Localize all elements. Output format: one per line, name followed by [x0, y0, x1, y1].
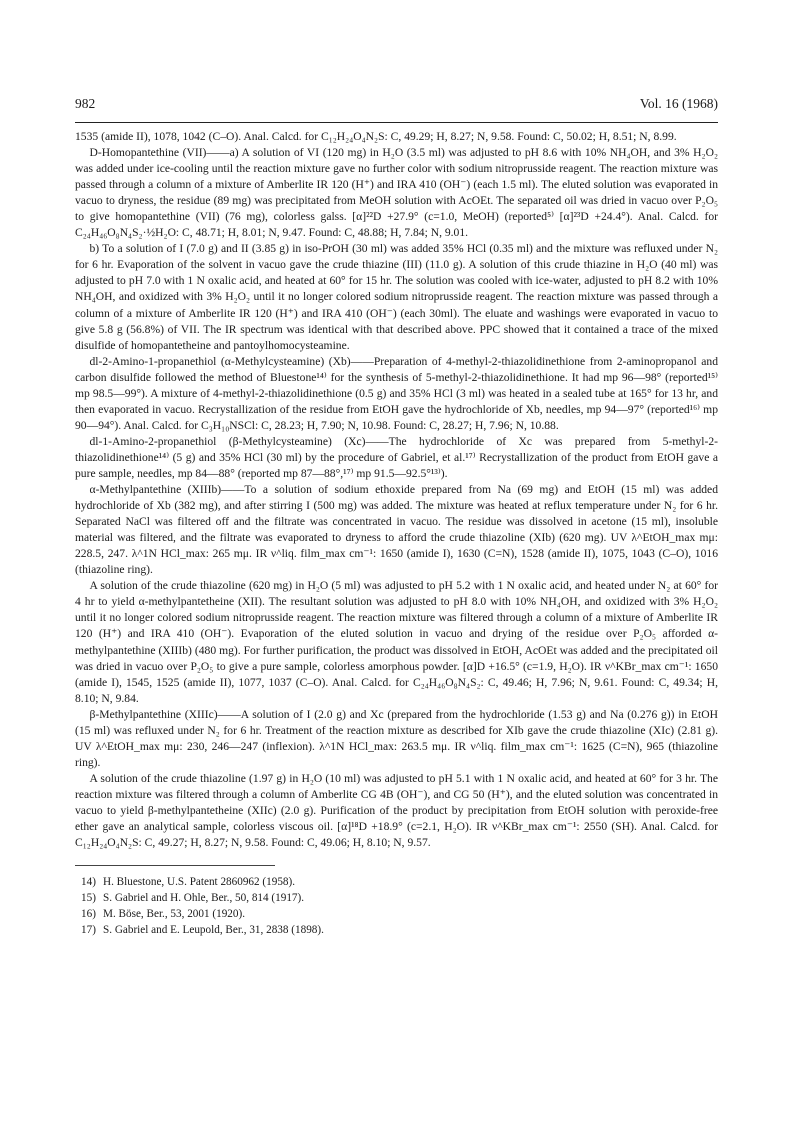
footnote	[75, 922, 718, 938]
footnote-number: 16)	[81, 908, 96, 921]
footnote-text: M. Böse, Ber., 53, 2001 (1920).	[103, 908, 246, 921]
journal-volume: Vol. 16 (1968)	[639, 96, 718, 111]
footnote-number: 17)	[81, 924, 96, 937]
paragraph: 1535 (amide II), 1078, 1042 (C–O). Anal. Calcd. for C₁₂H₂₄O₄N₂S: C, 49.29; H, 8.27; N, 9.58. Found: C, 50.02; H, 8.51; N, 8.99.	[75, 130, 677, 143]
page-header	[75, 96, 718, 114]
paragraph: dl-1-Amino-2-propanethiol (β-Methylcysteamine) (Xc)——The hydrochloride of Xc was prepared from 5-methyl-2-thiazolidinethione¹⁴⁾ (5 g) and 35% HCl (30 ml) by the procedure of Gabriel, et al.¹⁷⁾ Recrystallization of the product from EtOH gave a pure sample, needles, mp 84—88° (reported mp 87—88°,¹⁷⁾ mp 91.5—92.5°¹³⁾).	[75, 434, 718, 480]
page-number: 982	[75, 96, 96, 111]
paragraph: α-Methylpantethine (XIIIb)——To a solution of sodium ethoxide prepared from Na (69 mg) and EtOH (15 ml) was added hydrochloride of Xb (382 mg), and after stirring I (500 mg) was added. The mixture was heated at reflux temperature under N₂ for 6 hr. Separated NaCl was filtered off and the filtrate was concentrated in vacuo. The residue was dissolved in acetone (15 ml), insoluble material was filtered, and the filtrate was evaporated to dryness to afford the crude thiazoline (XIb) (620 mg). UV λ^EtOH_max mμ: 228.5, 247. λ^1N HCl_max: 265 mμ. IR ν^liq. film_max cm⁻¹: 1650 (amide I), 1630 (C=N), 1528 (amide II), 1075, 1043 (C–O), 1016 (thiazoline ring).	[75, 483, 718, 577]
footnote-number: 14)	[81, 876, 96, 889]
paragraph: D-Homopantethine (VII)——a) A solution of VI (120 mg) in H₂O (3.5 ml) was adjusted to pH 8.6 with 10% NH₄OH, and 3% H₂O₂ was added under ice-cooling until the reaction mixture gave no further color with sodium nitroprusside reagent. The reaction mixture was passed through a column of a mixture of Amberlite IR 120 (H⁺) and IRA 410 (OH⁻) (each 1.5 ml). The eluted solution was evaporated in vacuo to dryness, the residue (89 mg) was precipitated from MeOH solution with AcOEt. The separated oil was dried in vacuo over P₂O₅ to give homopantethine (VII) (76 mg), colorless galss. [α]²²D +27.9° (c=1.0, MeOH) (reported⁵⁾ [α]²³D +24.4°). Anal. Calcd. for C₂₄H₄₆O₈N₄S₂·½H₂O: C, 48.71; H, 8.01; N, 9.47. Found: C, 48.88; H, 7.84; N, 9.01.	[75, 146, 718, 240]
footnote-text: S. Gabriel and E. Leupold, Ber., 31, 2838 (1898).	[103, 924, 324, 937]
footnote-text: H. Bluestone, U.S. Patent 2860962 (1958).	[103, 876, 296, 889]
footnote-number: 15)	[81, 892, 96, 905]
page	[75, 96, 718, 938]
paragraph: A solution of the crude thiazoline (620 mg) in H₂O (5 ml) was adjusted to pH 5.2 with 1 N oxalic acid, and heated under N₂ at 60° for 4 hr to yield α-methylpantetheine (XII). The resultant solution was adjusted to pH 8.0 with 10% NH₄OH, and oxidized with 3% H₂O₂ until it no longer colored sodium nitroprusside reagent. The reaction mixture was filtered through a column of a mixture of Amberlite IR 120 (H⁺) and IRA 410 (OH⁻). Evaporation of the eluted solution in vacuo and drying of the residue over P₂O₅ afforded α-methylpantethine (XIIIb) (480 mg). For further purification, the product was dissolved in EtOH, AcOEt was added and the precipitated oil was dried in vacuo over P₂O₅ to give a pure sample, colorless amorphous powder. [α]D +16.5° (c=1.9, H₂O). IR ν^KBr_max cm⁻¹: 1650 (amide I), 1545, 1525 (amide II), 1077, 1037 (C–O). Anal. Calcd. for C₂₄H₄₆O₈N₄S₂: C, 49.46; H, 7.96; N, 9.61. Found: C, 49.34; H, 8.10; N, 9.84.	[75, 579, 718, 705]
paragraph: b) To a solution of I (7.0 g) and II (3.85 g) in iso-PrOH (30 ml) was added 35% HCl (0.35 ml) and the mixture was refluxed under N₂ for 6 hr. Evaporation of the solvent in vacuo gave the crude thiazine (III) (11.0 g). A solution of this crude thiazine in H₂O (40 ml) was adjusted to pH 7.0 with 1 N oxalic acid, and heated at 60° for 15 hr. The solution was cooled with ice-water, adjusted to pH 8.2 with 10% NH₄OH, and oxidized with 3% H₂O₂ until it no longer colored sodium nitroprusside reagent. The reaction mixture was passed through a column of a mixture of Amberlite IR 120 (H⁺) and IRA 410 (OH⁻) (each 30ml). The eluate and washings were evaporated in vacuo to give 5.8 g (56.8%) of VII. The IR spectrum was identical with that described above. PPC showed that it contained a trace of the mixed disulfide of homopantetheine and pantoylhomocysteamine.	[75, 242, 718, 352]
header-rule	[75, 122, 718, 123]
footnote	[75, 874, 718, 890]
article-body	[75, 129, 718, 851]
footnote-rule	[75, 865, 275, 866]
paragraph: A solution of the crude thiazoline (1.97 g) in H₂O (10 ml) was adjusted to pH 5.1 with 1 N oxalic acid, and heated at 60° for 3 hr. The reaction mixture was filtered through a column of Amberlite CG 4B (OH⁻), and CG 50 (H⁺), and the eluted solution was concentrated in vacuo to yield β-methylpantetheine (XIIc) (2.0 g). Purification of the product by precipitation from EtOH solution with peroxide-free ether gave an analytical sample, colorless viscous oil. [α]¹⁸D +18.9° (c=2.1, H₂O). IR ν^KBr_max cm⁻¹: 2550 (SH). Anal. Calcd. for C₁₂H₂₄O₄N₂S: C, 49.27; H, 8.27; N, 9.58. Found: C, 49.06; H, 8.10; N, 9.57.	[75, 771, 718, 850]
footnote	[75, 890, 718, 906]
paragraph: β-Methylpantethine (XIIIc)——A solution of I (2.0 g) and Xc (prepared from the hydrochloride (1.53 g) and Na (0.276 g)) in EtOH (15 ml) was refluxed under N₂ for 6 hr. Treatment of the reaction mixture as described for XIb gave the crude thiazoline (XIc) (2.81 g). UV λ^EtOH_max mμ: 230, 246—247 (inflexion). λ^1N HCl_max: 263.5 mμ. IR ν^liq. film_max cm⁻¹: 1625 (C=N), 965 (thiazoline ring).	[75, 707, 718, 769]
paragraph: dl-2-Amino-1-propanethiol (α-Methylcysteamine) (Xb)——Preparation of 4-methyl-2-thiazolidinethione from 2-aminopropanol and carbon disulfide followed the method of Bluestone¹⁴⁾ for the synthesis of 5-methyl-2-thiazolidinethione. It had mp 96—98° (reported¹⁵⁾ mp 98.5—99°). A mixture of 4-methyl-2-thiazolidinethione (0.5 g) and 35% HCl (3 ml) was heated in a sealed tube at 165° for 13 hr, and then evaporated in vacuo. Recrystallization of the residue from EtOH gave the hydrochloride of Xb, needles, mp 94—97° (reported¹⁶⁾ mp 90—94°). Anal. Calcd. for C₃H₁₀NSCl: C, 28.23; H, 7.90; N, 10.98. Found: C, 28.27; H, 7.96; N, 10.88.	[75, 354, 718, 432]
footnotes	[75, 874, 718, 938]
footnote	[75, 906, 718, 922]
footnote-text: S. Gabriel and H. Ohle, Ber., 50, 814 (1917).	[103, 892, 305, 905]
